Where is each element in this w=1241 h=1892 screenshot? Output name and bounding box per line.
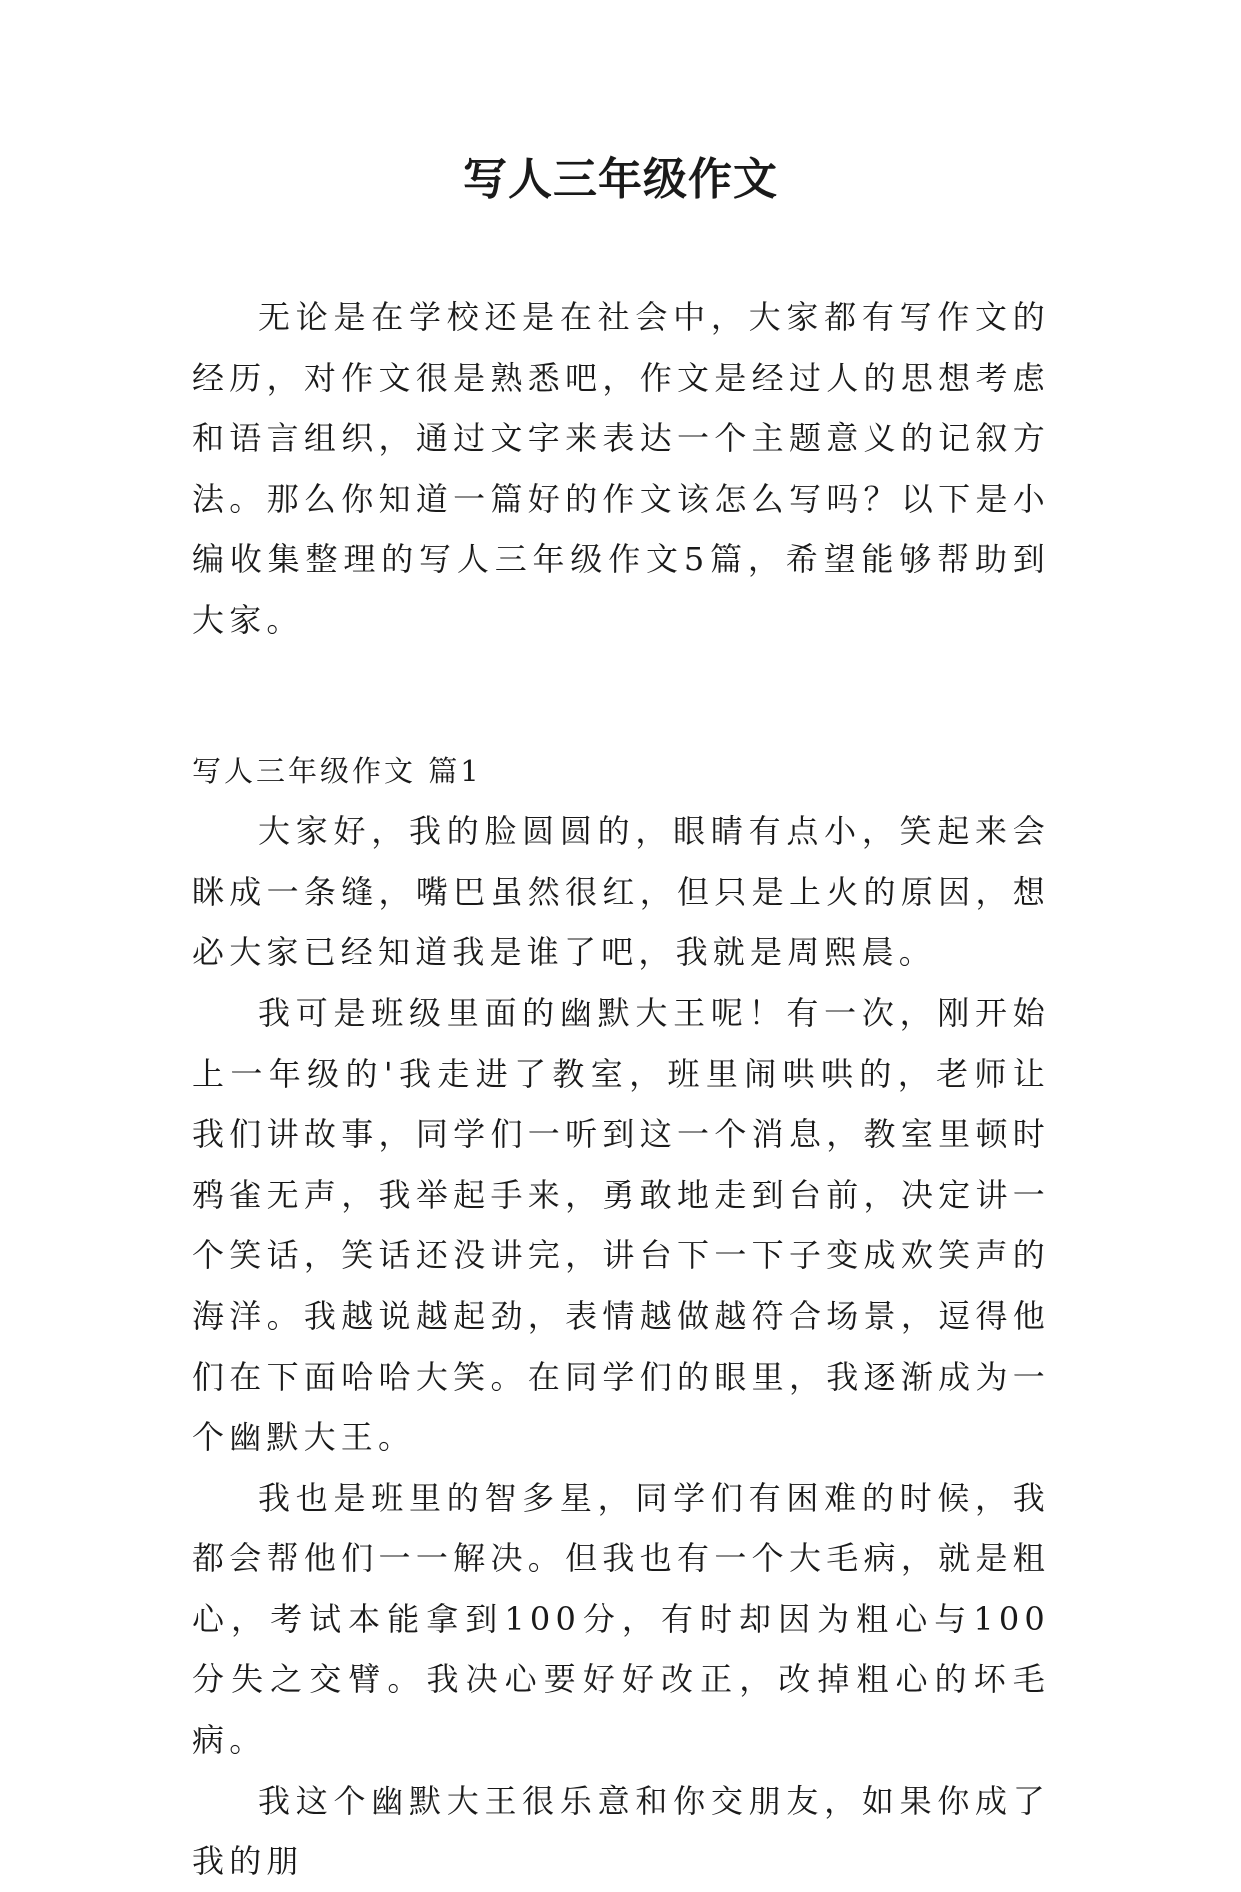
essay-paragraph: 我也是班里的智多星，同学们有困难的时候，我都会帮他们一一解决。但我也有一个大毛病，就是粗心，考试本能拿到100分，有时却因为粗心与100分失之交臂。我决心要好好改正，改掉粗心的坏毛病。	[192, 1478, 1050, 1760]
section-heading: 写人三年级作文 篇1	[192, 753, 482, 788]
section-spacer	[192, 651, 1050, 741]
document-body	[192, 287, 1050, 1892]
intro-paragraph: 无论是在学校还是在社会中，大家都有写作文的经历，对作文很是熟悉吧，作文是经过人的思想考虑和语言组织，通过文字来表达一个主题意义的记叙方法。那么你知道一篇好的作文该怎么写吗？以下是小编收集整理的写人三年级作文5篇，希望能够帮助到大家。	[192, 298, 1050, 639]
essay-paragraph: 大家好，我的脸圆圆的，眼睛有点小，笑起来会眯成一条缝，嘴巴虽然很红，但只是上火的原因，想必大家已经知道我是谁了吧，我就是周熙晨。	[192, 812, 1050, 972]
essay-paragraph: 我可是班级里面的幽默大王呢！有一次，刚开始上一年级的'我走进了教室，班里闹哄哄的，老师让我们讲故事，同学们一听到这一个消息，教室里顿时鸦雀无声，我举起手来，勇敢地走到台前，决定讲一个笑话，笑话还没讲完，讲台下一下子变成欢笑声的海洋。我越说越起劲，表情越做越符合场景，逗得他们在下面哈哈大笑。在同学们的眼里，我逐渐成为一个幽默大王。	[192, 993, 1050, 1457]
document-title: 写人三年级作文	[463, 154, 778, 205]
essay-paragraph: 我这个幽默大王很乐意和你交朋友，如果你成了我的朋	[192, 1781, 1050, 1881]
